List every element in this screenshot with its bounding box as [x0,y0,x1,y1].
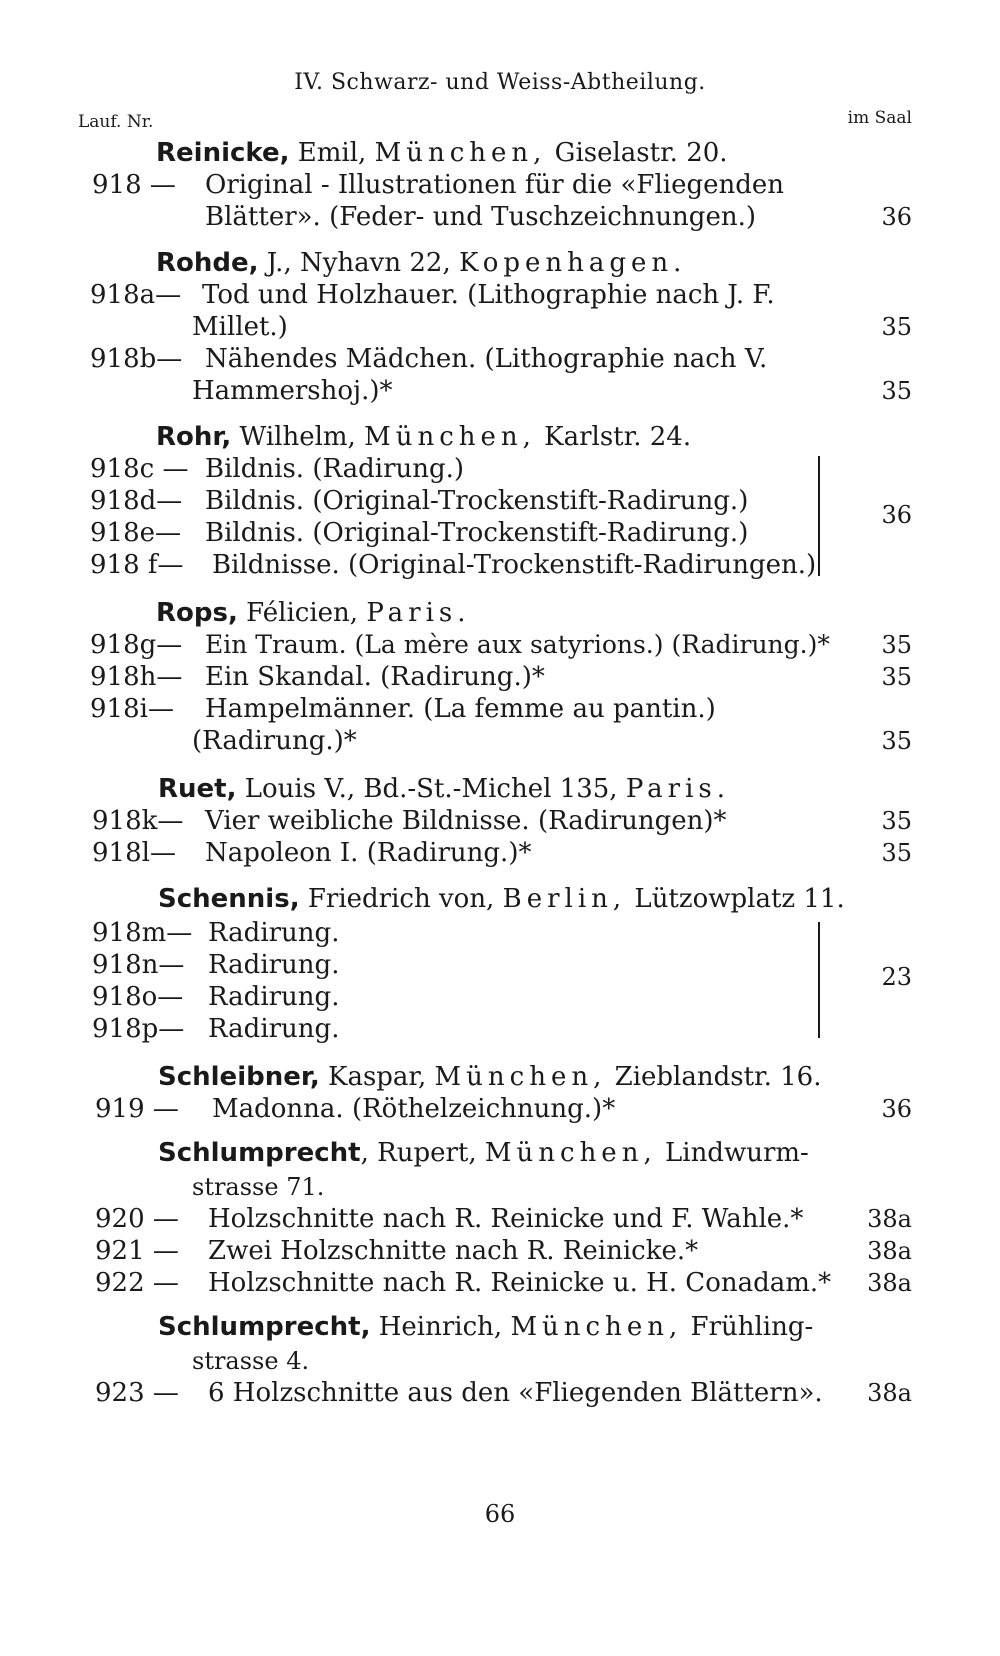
artist-address-continued: strasse 71. [192,1173,325,1201]
entry-title: Nähendes Mädchen. (Lithographie nach V. [205,344,768,374]
entry-number: 918k— [92,806,184,836]
artist-heading: Rops, Félicien, Paris. [156,598,471,628]
entry-title-continued: (Radirung.)* [192,726,357,756]
entry-title: Madonna. (Röthelzeichnung.)* [212,1094,616,1124]
artist-heading: Schleibner, Kaspar, München, Zieblandstr. 16. [158,1062,822,1092]
entry-title: Holzschnitte nach R. Reinicke und F. Wahle.* [208,1204,804,1234]
room-number: 36 [881,501,912,529]
entry-number: 921 — [95,1236,179,1266]
artist-address-continued: strasse 4. [192,1347,310,1375]
entry-title: Bildnis. (Original-Trockenstift-Radirung.) [205,518,749,548]
entry-number: 918g— [90,630,183,660]
entry-title-continued: Blätter». (Feder- und Tuschzeichnungen.) [205,202,756,232]
room-number: 35 [881,663,912,691]
room-number: 35 [881,377,912,405]
entry-number: 918a— [90,280,182,310]
entry-title: Radirung. [208,950,340,980]
artist-heading: Ruet, Louis V., Bd.-St.-Michel 135, Paris. [158,774,731,804]
entry-title: Tod und Holzhauer. (Lithographie nach J. F. [202,280,775,310]
entry-number: 918h— [90,662,183,692]
room-number: 35 [881,631,912,659]
page-number: 66 [484,1500,516,1528]
room-number: 38a [867,1205,912,1233]
room-number: 36 [881,203,912,231]
room-number: 36 [881,1095,912,1123]
artist-heading: Schlumprecht, Heinrich, München, Frühling- [158,1312,814,1342]
room-number: 38a [867,1379,912,1407]
grouping-bracket [818,922,820,1038]
entry-title: Hampelmänner. (La femme au pantin.) [205,694,716,724]
entry-title: Bildnis. (Original-Trockenstift-Radirung.) [205,486,749,516]
entry-number: 918n— [92,950,185,980]
entry-title: Holzschnitte nach R. Reinicke u. H. Conadam.* [208,1268,832,1298]
entry-title: 6 Holzschnitte aus den «Fliegenden Blättern». [208,1378,823,1408]
entry-number: 918 — [92,170,176,200]
entry-number: 919 — [95,1094,179,1124]
entry-number: 918e— [90,518,182,548]
entry-title: Bildnisse. (Original-Trockenstift-Radirungen.) [212,550,817,580]
entry-title: Radirung. [208,1014,340,1044]
artist-heading: Reinicke, Emil, München, Giselastr. 20. [156,138,728,168]
entry-number: 918d— [90,486,183,516]
entry-number: 923 — [95,1378,179,1408]
room-number: 38a [867,1237,912,1265]
entry-number: 918b— [90,344,183,374]
room-number: 35 [881,839,912,867]
entry-title-continued: Hammershoj.)* [192,376,393,406]
column-header-number: Lauf. Nr. [78,112,154,132]
running-title: IV. Schwarz- und Weiss-Abtheilung. [294,70,706,95]
entry-title-continued: Millet.) [192,312,288,342]
artist-heading: Schlumprecht, Rupert, München, Lindwurm- [158,1138,809,1168]
entry-title: Ein Skandal. (Radirung.)* [205,662,545,692]
entry-number: 922 — [95,1268,179,1298]
entry-number: 920 — [95,1204,179,1234]
entry-title: Vier weibliche Bildnisse. (Radirungen)* [205,806,727,836]
entry-title: Ein Traum. (La mère aux satyrions.) (Radirung.)* [205,630,830,659]
entry-number: 918 f— [90,550,184,580]
room-number: 35 [881,727,912,755]
entry-number: 918p— [92,1014,185,1044]
entry-title: Radirung. [208,918,340,948]
entry-number: 918l— [92,838,176,868]
grouping-bracket [818,456,820,576]
artist-heading: Rohde, J., Nyhavn 22, Kopenhagen. [156,248,687,278]
entry-number: 918o— [92,982,184,1012]
room-number: 35 [881,313,912,341]
artist-heading: Rohr, Wilhelm, München, Karlstr. 24. [156,422,692,452]
entry-title: Zwei Holzschnitte nach R. Reinicke.* [208,1236,699,1266]
room-number: 35 [881,807,912,835]
entry-number: 918i— [90,694,174,724]
entry-title: Bildnis. (Radirung.) [205,454,465,484]
entry-title: Napoleon I. (Radirung.)* [205,838,532,868]
entry-title: Radirung. [208,982,340,1012]
column-header-room: im Saal [847,108,912,128]
entry-title: Original - Illustrationen für die «Fliegenden [205,170,785,200]
artist-heading: Schennis, Friedrich von, Berlin, Lützowplatz 11. [158,884,845,914]
entry-number: 918c — [90,454,189,484]
entry-number: 918m— [92,918,193,948]
room-number: 23 [881,963,912,991]
room-number: 38a [867,1269,912,1297]
